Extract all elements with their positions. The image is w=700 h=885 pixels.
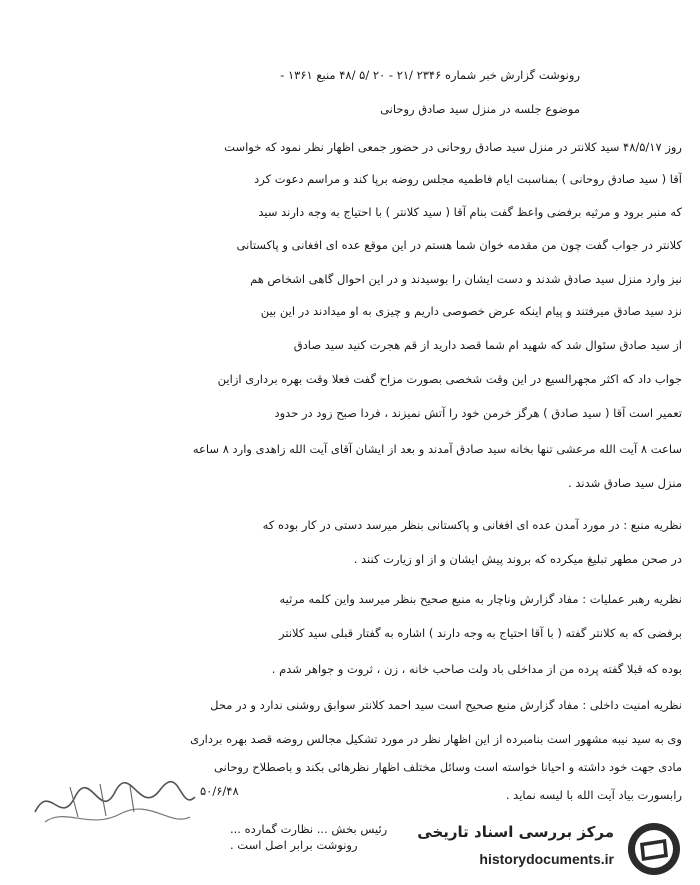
body-line: نیز وارد منزل سید صادق شدند و دست ایشان را بوسیدند و در این احوال گاهی اشخاص هم xyxy=(250,272,682,286)
note-line: نظریه رهبر عملیات : مفاد گزارش وناچار به منبع صحیح بنظر میرسد واین کلمه مرثیه xyxy=(279,592,682,606)
body-line: منزل سید صادق شدند . xyxy=(568,476,682,490)
watermark-url: historydocuments.ir xyxy=(479,851,614,867)
note-line: بوده که قبلا گفته پرده من از مداخلی باد ولت صاحب خانه ، زن ، ثروت و جواهر شدم . xyxy=(271,662,682,676)
body-line: آقا ( سید صادق روحانی ) بمناسبت ایام فاطمیه مجلس روضه برپا کند و مراسم دعوت کرد xyxy=(254,172,682,186)
signature-scribble xyxy=(30,772,200,832)
report-subject: موضوع جلسه در منزل سید صادق روحانی xyxy=(380,102,580,116)
footer-line-a: رئیس بخش ... نظارت گمارده ... xyxy=(230,822,388,836)
note-line: رابسورت بیاد آیت الله با لیسه نماید . xyxy=(505,788,682,802)
body-line: از سید صادق سئوال شد که شهید ام شما قصد دارید از قم هجرت کنید سید صادق xyxy=(293,338,682,352)
body-line: ساعت ۸ آیت الله مرعشی تنها بخانه سید صادق آمدند و بعد از ایشان آقای آیت الله زاهدی وارد ۸ ساعه xyxy=(192,442,682,456)
note-line: وی به سید نیبه مشهور است بنامبرده از این اظهار نظر در مورد تشکیل مجالس روضه قصد بهره برداری xyxy=(190,732,682,746)
note-line: در صحن مطهر تبلیغ میکرده که بروند پیش ایشان و از او زیارت کنند . xyxy=(353,552,682,566)
note-line: مادی جهت خود داشته و احیانا خواسته است وسائل مختلف اظهار نظرهائی بکند و باصطلاح روحانی xyxy=(214,760,682,774)
date-mark: ۵۰/۶/۴۸ xyxy=(200,784,239,798)
note-line: نظریه امنیت داخلی : مفاد گزارش منبع صحیح است سید احمد کلانتر سوابق روشنی ندارد و در محل xyxy=(210,698,682,712)
report-header: رونوشت گزارش خبر شماره ۲۳۴۶ /۲۱ - ۲۰ /۵ /۴۸ منبع ۱۳۶۱ - xyxy=(280,68,580,82)
archive-watermark xyxy=(402,817,692,879)
body-line: کلانتر در جواب گفت چون من مقدمه خوان شما هستم در این موقع عده ای افغانی و پاکستانی xyxy=(236,238,682,252)
body-line: جواب داد که اکثر مجهرالسیع در این وقت شخصی بصورت مزاح گفت فعلا وقت بهره برداری ازاین xyxy=(217,372,682,386)
note-line: نظریه منبع : در مورد آمدن عده ای افغانی و پاکستانی بنظر میرسد دستی در کار بوده که xyxy=(262,518,682,532)
watermark-title: مرکز بررسی اسناد تاریخی xyxy=(417,823,614,841)
note-line: برفضی که به کلانتر گفته ( با آقا احتیاج به وجه دارند ) اشاره به گفتار قبلی سید کلانتر xyxy=(279,626,682,640)
body-line: روز ۴۸/۵/۱۷ سید کلانتر در منزل سید صادق روحانی در حضور جمعی اظهار نظر نمود که خواست xyxy=(224,140,682,154)
handwritten-signature xyxy=(30,772,200,832)
footer-line-b: رونوشت برابر اصل است . xyxy=(230,838,358,852)
body-line: که منبر برود و مرثیه برفضی واعظ گفت بنام آقا ( سید کلانتر ) با احتیاج به وجه دارند سید xyxy=(258,205,682,219)
archive-logo-icon xyxy=(626,821,682,877)
body-line: نزد سید صادق میرفتند و پیام اینکه عرض خصوصی داریم و چیزی به او میدادند در این بین xyxy=(260,304,682,318)
body-line: تعمیر است آقا ( سید صادق ) هرگز خرمن خود را آتش نمیزند ، فردا صبح زود در حدود xyxy=(274,406,682,420)
